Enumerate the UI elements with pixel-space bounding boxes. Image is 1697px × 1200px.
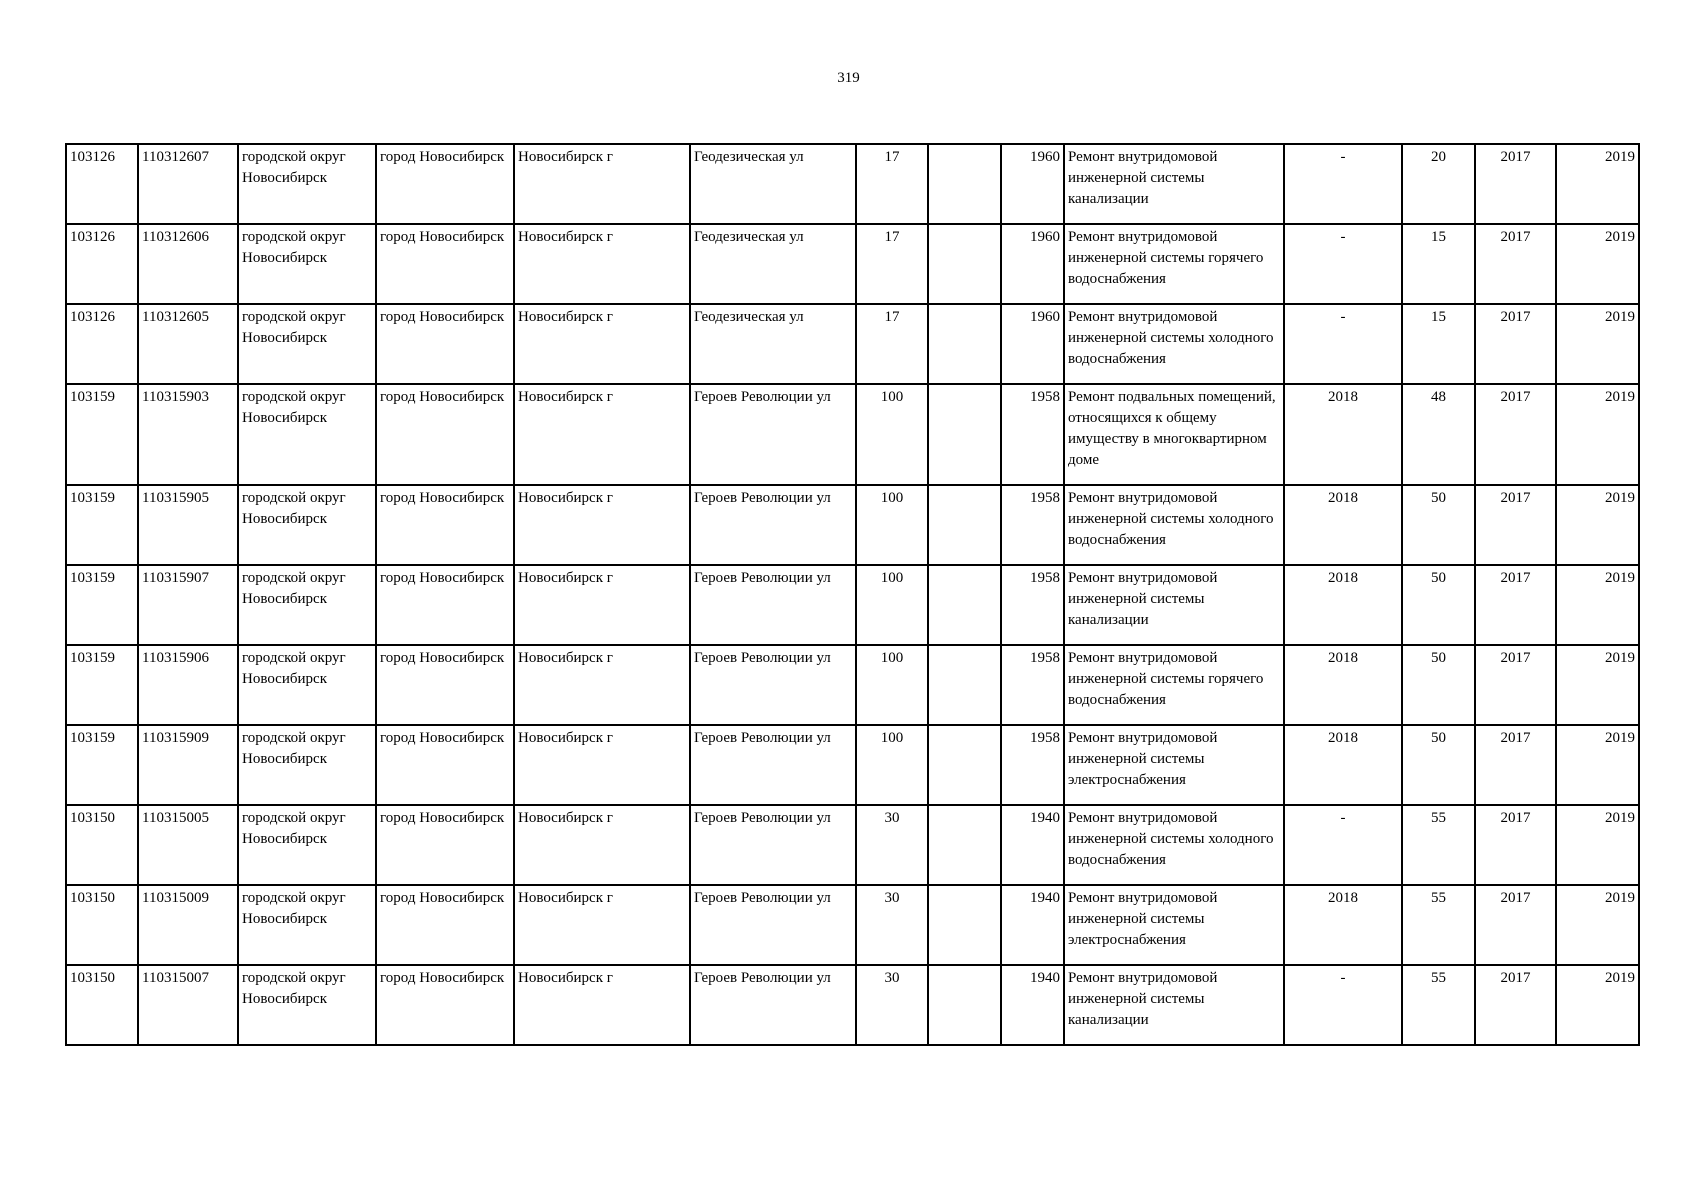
cell-element-id: 110312606 [138, 224, 238, 304]
cell-house-id: 103159 [66, 384, 138, 485]
cell-city: Новосибирск г [514, 725, 690, 805]
cell-period-start: 2017 [1475, 384, 1556, 485]
cell-work-type: Ремонт внутридомовой инженерной системы горячего водоснабжения [1064, 645, 1284, 725]
cell-street: Героев Революции ул [690, 645, 856, 725]
cell-municipal-district: городской округ Новосибирск [238, 645, 376, 725]
cell-work-type: Ремонт внутридомовой инженерной системы холодного водоснабжения [1064, 485, 1284, 565]
cell-building [928, 485, 1001, 565]
cell-house-number: 17 [856, 304, 928, 384]
cell-building [928, 224, 1001, 304]
cell-street: Героев Революции ул [690, 384, 856, 485]
cell-period-start: 2017 [1475, 805, 1556, 885]
cell-wear-percent: 15 [1402, 224, 1475, 304]
cell-building [928, 725, 1001, 805]
cell-year-built: 1958 [1001, 384, 1064, 485]
cell-house-id: 103150 [66, 965, 138, 1045]
cell-year-built: 1940 [1001, 805, 1064, 885]
cell-city: Новосибирск г [514, 805, 690, 885]
cell-house-id: 103150 [66, 805, 138, 885]
cell-municipal-district: городской округ Новосибирск [238, 805, 376, 885]
cell-city: Новосибирск г [514, 645, 690, 725]
cell-building [928, 645, 1001, 725]
cell-house-number: 100 [856, 565, 928, 645]
cell-settlement: город Новосибирск [376, 144, 514, 224]
cell-work-type: Ремонт внутридомовой инженерной системы канализации [1064, 565, 1284, 645]
cell-street: Геодезическая ул [690, 304, 856, 384]
cell-element-id: 110315009 [138, 885, 238, 965]
cell-city: Новосибирск г [514, 224, 690, 304]
cell-street: Героев Революции ул [690, 725, 856, 805]
cell-street: Геодезическая ул [690, 144, 856, 224]
cell-element-id: 110315906 [138, 645, 238, 725]
cell-house-id: 103159 [66, 485, 138, 565]
cell-wear-percent: 20 [1402, 144, 1475, 224]
cell-year-built: 1960 [1001, 144, 1064, 224]
table-row [66, 725, 1639, 805]
cell-street: Героев Революции ул [690, 965, 856, 1045]
cell-house-number: 100 [856, 384, 928, 485]
cell-element-id: 110315907 [138, 565, 238, 645]
cell-planned-year: - [1284, 304, 1402, 384]
table-row [66, 565, 1639, 645]
cell-element-id: 110315005 [138, 805, 238, 885]
cell-period-end: 2019 [1556, 565, 1639, 645]
cell-work-type: Ремонт внутридомовой инженерной системы электроснабжения [1064, 885, 1284, 965]
cell-street: Геодезическая ул [690, 224, 856, 304]
cell-city: Новосибирск г [514, 144, 690, 224]
cell-period-start: 2017 [1475, 885, 1556, 965]
cell-wear-percent: 15 [1402, 304, 1475, 384]
cell-city: Новосибирск г [514, 304, 690, 384]
cell-period-start: 2017 [1475, 224, 1556, 304]
cell-period-end: 2019 [1556, 384, 1639, 485]
cell-settlement: город Новосибирск [376, 304, 514, 384]
cell-period-end: 2019 [1556, 144, 1639, 224]
cell-planned-year: 2018 [1284, 885, 1402, 965]
cell-wear-percent: 50 [1402, 725, 1475, 805]
cell-city: Новосибирск г [514, 965, 690, 1045]
cell-house-number: 30 [856, 805, 928, 885]
cell-element-id: 110315903 [138, 384, 238, 485]
cell-house-number: 100 [856, 725, 928, 805]
cell-house-number: 17 [856, 224, 928, 304]
cell-building [928, 144, 1001, 224]
cell-planned-year: 2018 [1284, 725, 1402, 805]
cell-work-type: Ремонт внутридомовой инженерной системы канализации [1064, 144, 1284, 224]
cell-settlement: город Новосибирск [376, 805, 514, 885]
cell-planned-year: 2018 [1284, 485, 1402, 565]
cell-period-start: 2017 [1475, 645, 1556, 725]
repair-register-table [65, 143, 1640, 1046]
cell-planned-year: - [1284, 144, 1402, 224]
cell-settlement: город Новосибирск [376, 565, 514, 645]
cell-period-start: 2017 [1475, 965, 1556, 1045]
cell-period-end: 2019 [1556, 805, 1639, 885]
cell-settlement: город Новосибирск [376, 885, 514, 965]
cell-element-id: 110315909 [138, 725, 238, 805]
table-row [66, 805, 1639, 885]
cell-house-id: 103159 [66, 645, 138, 725]
table-row [66, 144, 1639, 224]
cell-wear-percent: 50 [1402, 645, 1475, 725]
cell-work-type: Ремонт внутридомовой инженерной системы холодного водоснабжения [1064, 805, 1284, 885]
cell-street: Героев Революции ул [690, 885, 856, 965]
cell-building [928, 384, 1001, 485]
table-row [66, 965, 1639, 1045]
table-row [66, 304, 1639, 384]
cell-year-built: 1940 [1001, 965, 1064, 1045]
cell-city: Новосибирск г [514, 565, 690, 645]
cell-building [928, 965, 1001, 1045]
cell-municipal-district: городской округ Новосибирск [238, 885, 376, 965]
cell-period-start: 2017 [1475, 304, 1556, 384]
cell-settlement: город Новосибирск [376, 645, 514, 725]
cell-street: Героев Революции ул [690, 485, 856, 565]
cell-settlement: город Новосибирск [376, 224, 514, 304]
cell-element-id: 110315007 [138, 965, 238, 1045]
cell-planned-year: - [1284, 224, 1402, 304]
cell-municipal-district: городской округ Новосибирск [238, 224, 376, 304]
cell-work-type: Ремонт внутридомовой инженерной системы электроснабжения [1064, 725, 1284, 805]
cell-building [928, 805, 1001, 885]
table-row [66, 885, 1639, 965]
cell-house-number: 30 [856, 885, 928, 965]
table-body [66, 144, 1639, 1045]
cell-planned-year: 2018 [1284, 645, 1402, 725]
cell-period-start: 2017 [1475, 725, 1556, 805]
cell-period-end: 2019 [1556, 224, 1639, 304]
page-number: 319 [837, 70, 860, 86]
cell-settlement: город Новосибирск [376, 725, 514, 805]
cell-house-number: 100 [856, 645, 928, 725]
cell-work-type: Ремонт подвальных помещений, относящихся к общему имуществу в многоквартирном доме [1064, 384, 1284, 485]
cell-wear-percent: 50 [1402, 485, 1475, 565]
cell-wear-percent: 55 [1402, 965, 1475, 1045]
cell-wear-percent: 50 [1402, 565, 1475, 645]
cell-planned-year: 2018 [1284, 384, 1402, 485]
cell-street: Героев Революции ул [690, 805, 856, 885]
cell-year-built: 1960 [1001, 304, 1064, 384]
cell-year-built: 1958 [1001, 725, 1064, 805]
cell-year-built: 1958 [1001, 485, 1064, 565]
cell-city: Новосибирск г [514, 885, 690, 965]
cell-work-type: Ремонт внутридомовой инженерной системы канализации [1064, 965, 1284, 1045]
cell-house-number: 17 [856, 144, 928, 224]
cell-building [928, 565, 1001, 645]
table-row [66, 485, 1639, 565]
cell-year-built: 1958 [1001, 565, 1064, 645]
cell-period-end: 2019 [1556, 725, 1639, 805]
cell-period-end: 2019 [1556, 304, 1639, 384]
cell-planned-year: - [1284, 805, 1402, 885]
cell-building [928, 304, 1001, 384]
cell-street: Героев Революции ул [690, 565, 856, 645]
cell-municipal-district: городской округ Новосибирск [238, 725, 376, 805]
cell-period-end: 2019 [1556, 885, 1639, 965]
cell-year-built: 1960 [1001, 224, 1064, 304]
cell-work-type: Ремонт внутридомовой инженерной системы горячего водоснабжения [1064, 224, 1284, 304]
cell-house-id: 103126 [66, 144, 138, 224]
cell-wear-percent: 55 [1402, 805, 1475, 885]
cell-wear-percent: 48 [1402, 384, 1475, 485]
cell-city: Новосибирск г [514, 485, 690, 565]
cell-work-type: Ремонт внутридомовой инженерной системы холодного водоснабжения [1064, 304, 1284, 384]
cell-municipal-district: городской округ Новосибирск [238, 384, 376, 485]
cell-element-id: 110315905 [138, 485, 238, 565]
cell-settlement: город Новосибирск [376, 485, 514, 565]
cell-planned-year: 2018 [1284, 565, 1402, 645]
cell-building [928, 885, 1001, 965]
cell-period-end: 2019 [1556, 485, 1639, 565]
cell-period-start: 2017 [1475, 565, 1556, 645]
table-row [66, 384, 1639, 485]
cell-period-start: 2017 [1475, 144, 1556, 224]
cell-wear-percent: 55 [1402, 885, 1475, 965]
cell-settlement: город Новосибирск [376, 965, 514, 1045]
cell-settlement: город Новосибирск [376, 384, 514, 485]
cell-year-built: 1940 [1001, 885, 1064, 965]
cell-municipal-district: городской округ Новосибирск [238, 485, 376, 565]
cell-period-end: 2019 [1556, 965, 1639, 1045]
cell-municipal-district: городской округ Новосибирск [238, 144, 376, 224]
cell-city: Новосибирск г [514, 384, 690, 485]
cell-municipal-district: городской округ Новосибирск [238, 965, 376, 1045]
table-row [66, 645, 1639, 725]
cell-period-start: 2017 [1475, 485, 1556, 565]
cell-house-id: 103126 [66, 224, 138, 304]
cell-house-id: 103159 [66, 725, 138, 805]
cell-house-number: 100 [856, 485, 928, 565]
cell-house-id: 103159 [66, 565, 138, 645]
cell-municipal-district: городской округ Новосибирск [238, 304, 376, 384]
cell-house-number: 30 [856, 965, 928, 1045]
cell-planned-year: - [1284, 965, 1402, 1045]
cell-element-id: 110312605 [138, 304, 238, 384]
cell-municipal-district: городской округ Новосибирск [238, 565, 376, 645]
cell-period-end: 2019 [1556, 645, 1639, 725]
cell-element-id: 110312607 [138, 144, 238, 224]
cell-year-built: 1958 [1001, 645, 1064, 725]
cell-house-id: 103126 [66, 304, 138, 384]
table-row [66, 224, 1639, 304]
cell-house-id: 103150 [66, 885, 138, 965]
